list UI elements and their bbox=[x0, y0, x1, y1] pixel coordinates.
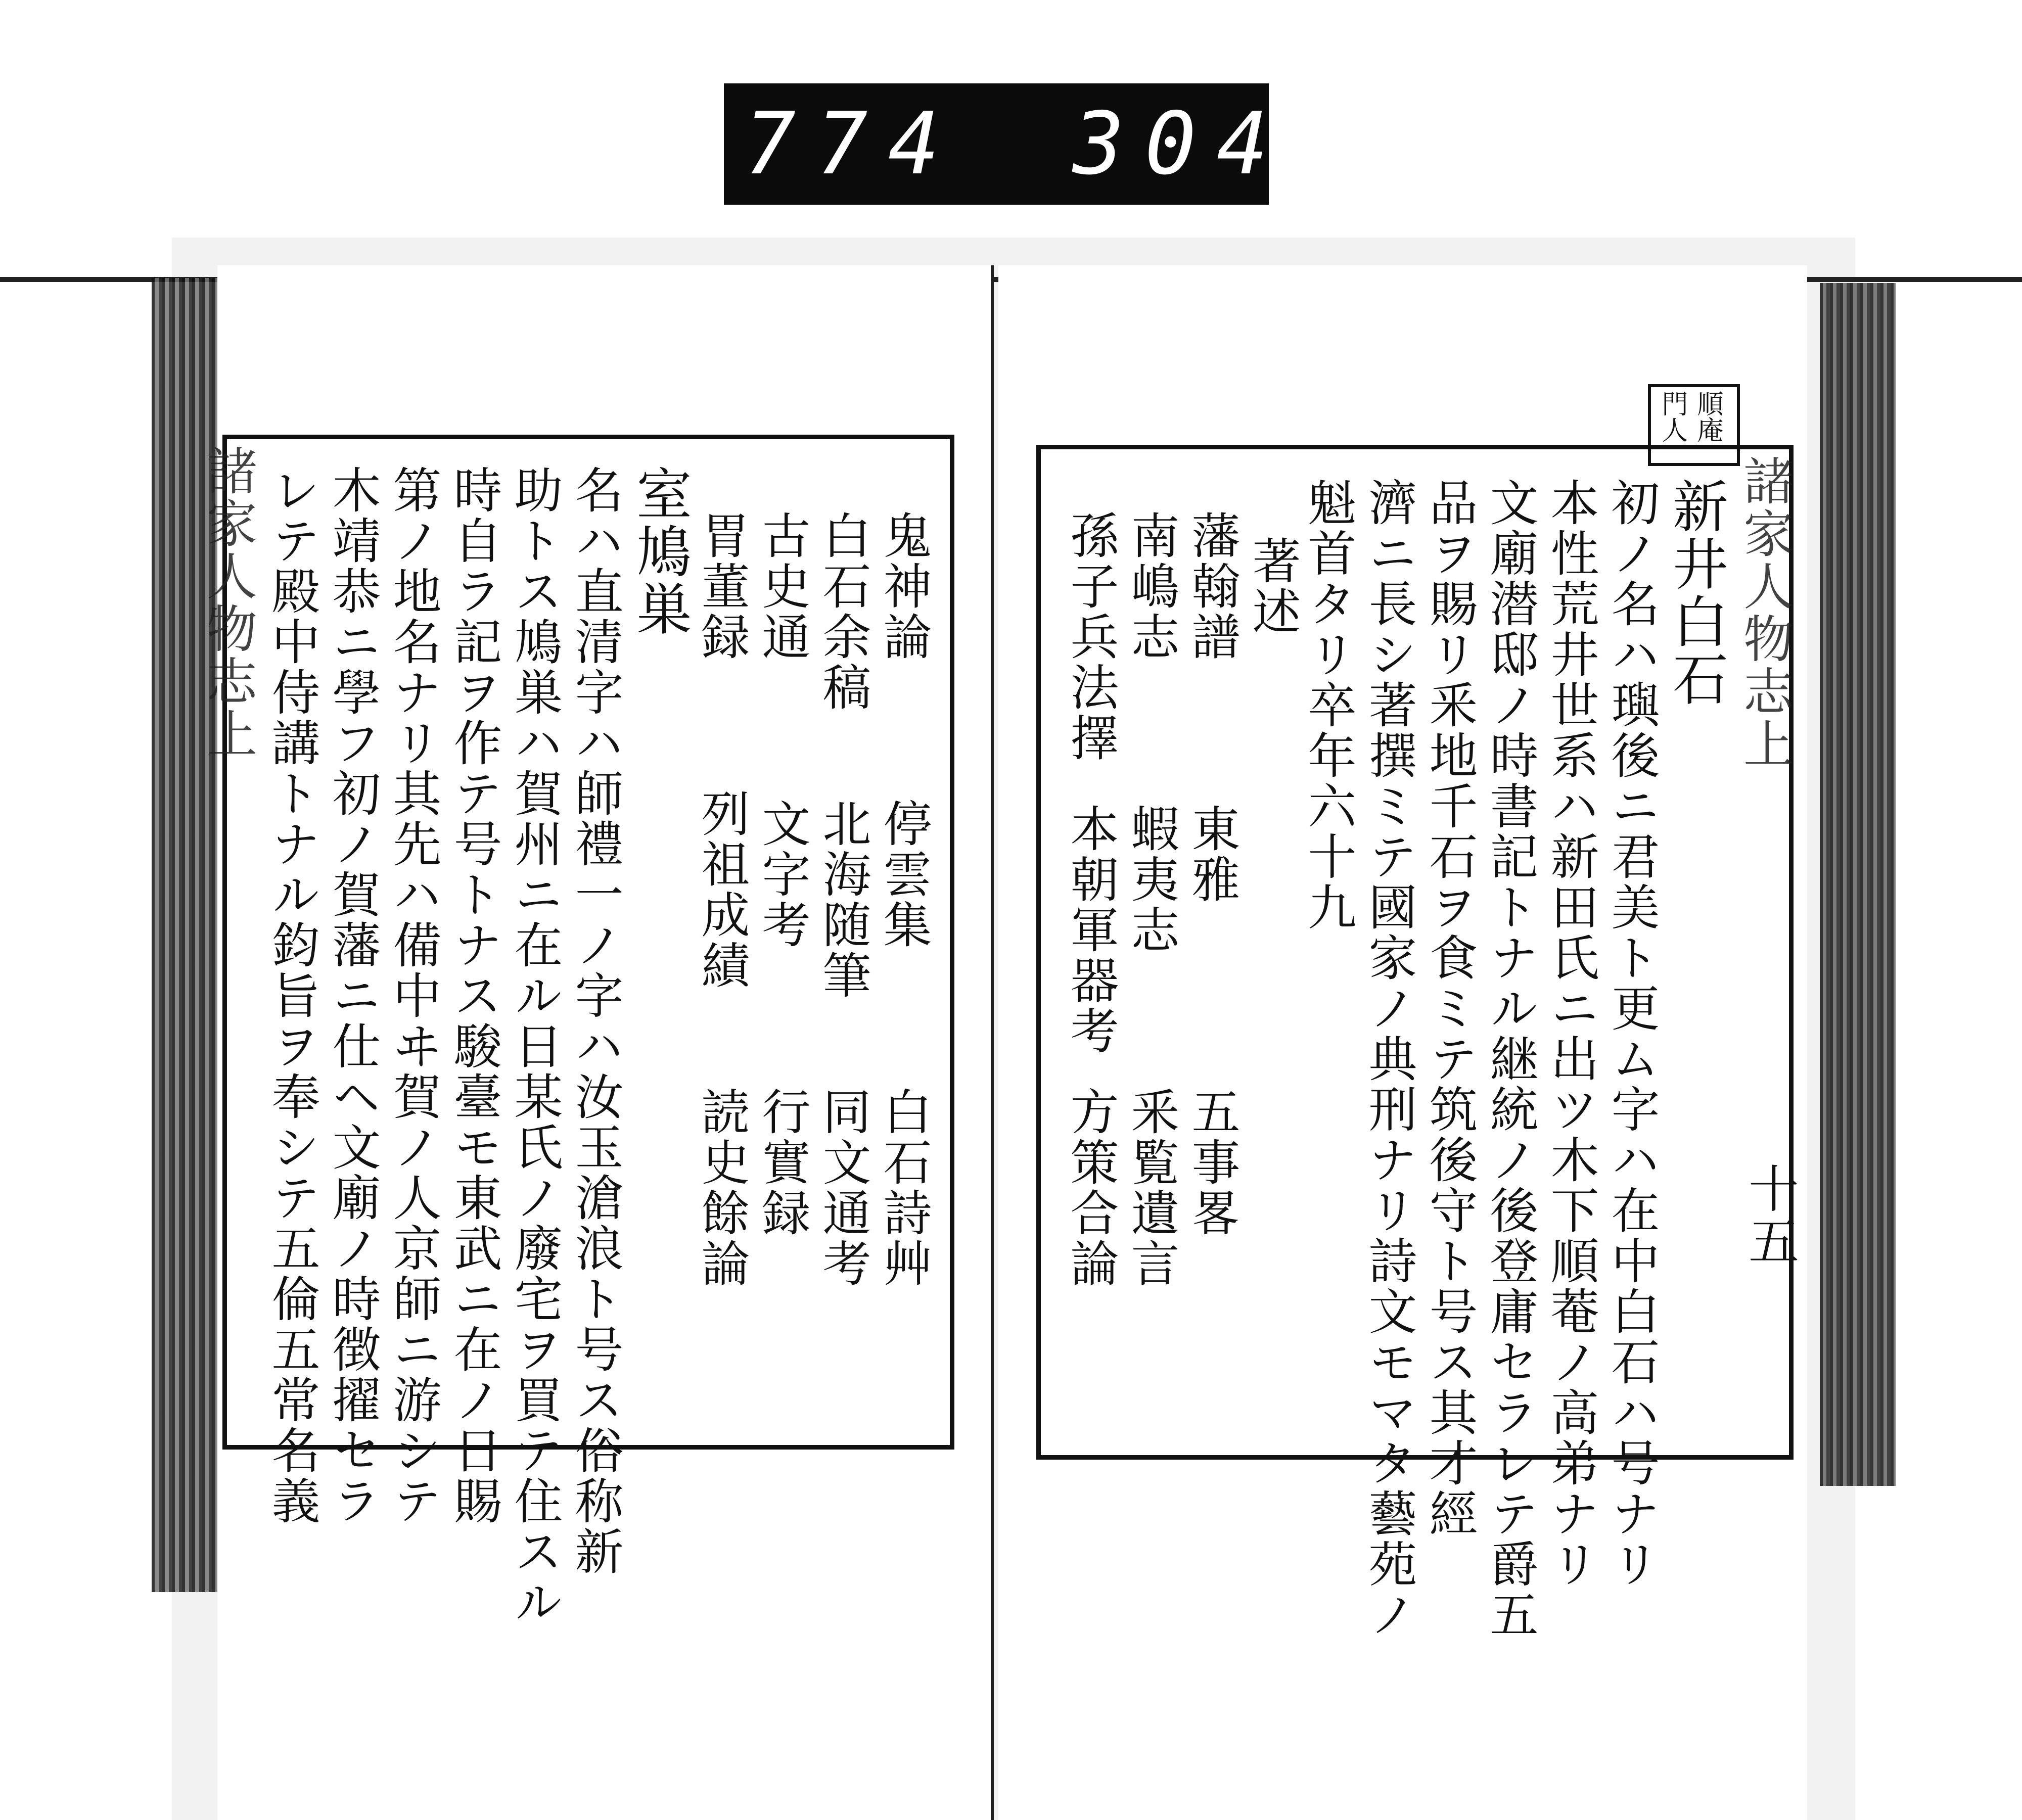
right-work: 南嶋志 bbox=[1123, 510, 1180, 662]
right-work: 東雅 bbox=[1184, 804, 1240, 905]
left-body-line-6: レテ殿中侍講トナル鈞旨ヲ奉シテ五倫五常名義 bbox=[264, 465, 320, 1526]
catalog-label bbox=[724, 83, 1361, 205]
left-body-line-4: 第ノ地名ナリ其先ハ備中ヰ賀ノ人京師ニ游シテ bbox=[385, 465, 442, 1526]
right-work: 藩翰譜 bbox=[1184, 510, 1240, 662]
left-work: 読史餘論 bbox=[694, 1087, 750, 1289]
stamp-line-2: 門人 bbox=[1657, 390, 1687, 443]
school-stamp bbox=[1648, 384, 1740, 466]
left-work: 同文通考 bbox=[815, 1087, 871, 1289]
right-body-line-4: 品ヲ賜リ釆地千石ヲ食ミテ筑後守ト号ス其才經 bbox=[1421, 478, 1478, 1539]
right-work: 本朝軍器考 bbox=[1063, 804, 1119, 1056]
right-body-line-1: 初ノ名ハ璵後ニ君美ト更ム字ハ在中白石ハ号ナリ bbox=[1603, 478, 1660, 1590]
left-work: 列祖成績 bbox=[694, 788, 750, 991]
left-work: 鬼神論 bbox=[876, 510, 932, 662]
left-body-line-3: 時自ラ記ヲ作テ号トナス駿臺モ東武ニ在ノ日賜 bbox=[446, 465, 502, 1526]
right-body-line-5: 濟ニ長シ著撰ミテ國家ノ典刑ナリ詩文モマタ藝苑ノ bbox=[1361, 478, 1417, 1640]
left-work: 文字考 bbox=[754, 799, 811, 950]
catalog-right-number: 304. bbox=[1073, 94, 1361, 194]
left-margin-title: 諸家人物志上 bbox=[198, 445, 257, 760]
right-works-heading: 著述 bbox=[1245, 536, 1301, 637]
left-body-line-2: 助トス鳩巣ハ賀州ニ在ル日某氏ノ廢宅ヲ買テ住スル bbox=[507, 465, 563, 1627]
right-work: 方策合論 bbox=[1063, 1087, 1119, 1289]
right-work: 孫子兵法擇 bbox=[1063, 510, 1119, 763]
left-body-line-1: 名ハ直清字ハ師禮一ノ字ハ汝玉滄浪ト号ス俗称新 bbox=[567, 465, 624, 1577]
page-edge-right bbox=[1820, 283, 1896, 1486]
left-heading: 室鳩巣 bbox=[627, 465, 692, 638]
right-work: 蝦夷志 bbox=[1123, 804, 1180, 955]
left-body-line-5: 木靖恭ニ學フ初ノ賀藩ニ仕ヘ文廟ノ時徴擢セラ bbox=[325, 465, 381, 1526]
right-heading: 新井白石 bbox=[1664, 478, 1728, 708]
left-work: 停雲集 bbox=[876, 799, 932, 950]
left-work: 白石余稿 bbox=[815, 510, 871, 713]
right-page-number: 十五 bbox=[1740, 1162, 1799, 1268]
right-body-line-3: 文廟潜邸ノ時書記トナル継統ノ後登庸セラレテ爵五 bbox=[1482, 478, 1539, 1640]
left-work: 行實録 bbox=[754, 1087, 811, 1238]
right-work: 五事畧 bbox=[1184, 1087, 1240, 1238]
left-work: 胃董録 bbox=[694, 510, 750, 662]
left-work: 北海随筆 bbox=[815, 799, 871, 1001]
right-body-line-2: 本性荒井世系ハ新田氏ニ出ツ木下順菴ノ高弟ナリ bbox=[1543, 478, 1599, 1590]
catalog-left-number: 774 bbox=[744, 94, 960, 194]
left-work: 白石詩艸 bbox=[876, 1087, 932, 1289]
right-margin-title: 諸家人物志上 bbox=[1735, 455, 1794, 770]
stamp-line-1: 順庵 bbox=[1692, 390, 1723, 443]
right-body-line-6: 魁首タリ卒年六十九 bbox=[1300, 478, 1357, 932]
right-work: 釆覧遺言 bbox=[1123, 1087, 1180, 1289]
left-work: 古史通 bbox=[754, 510, 811, 662]
